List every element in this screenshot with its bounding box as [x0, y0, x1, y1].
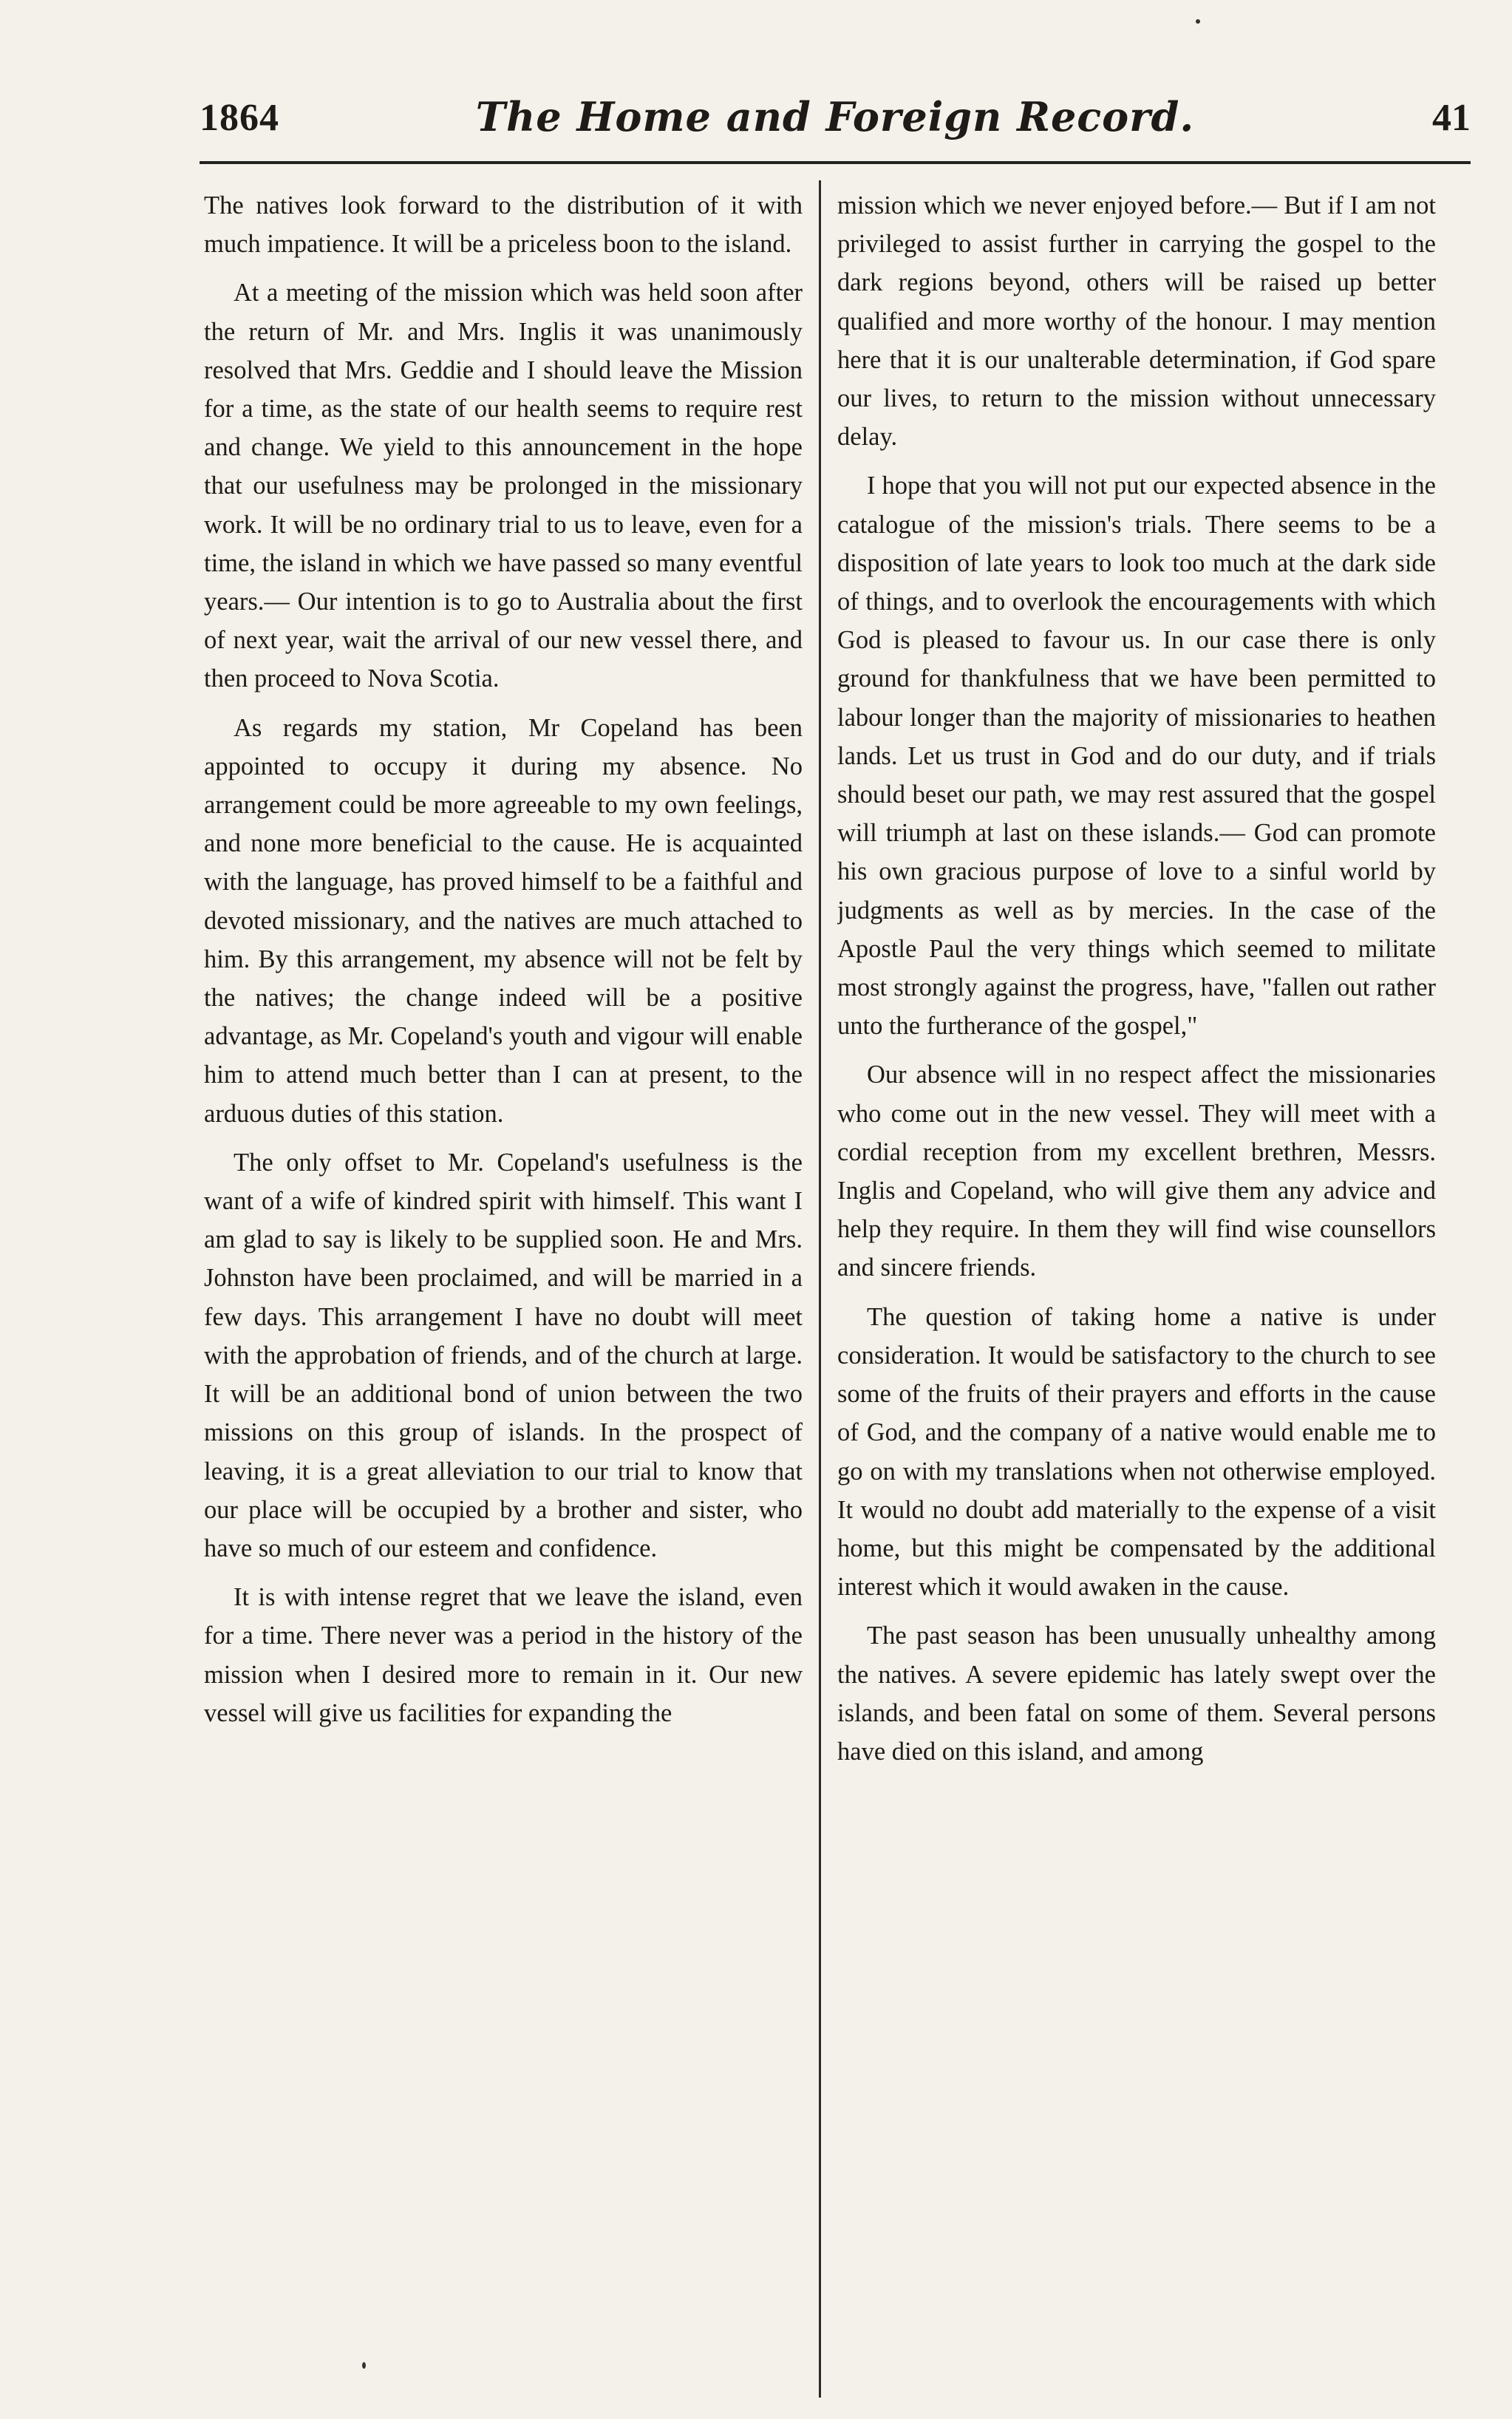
paragraph: As regards my station, Mr Copeland has been appointed to occupy it during my absence. No arrangement could be more agreeable to my own feelings, and none more beneficial to the cause. He is acquainted with the language, has proved himself to be a faithful and devoted missionary, and the natives are much attached to him. By this arrangement, my absence will not be felt by the natives; the change indeed will be a positive advantage, as Mr. Copeland's youth and vigour will enable him to attend much better than I can at present, to the arduous duties of this station.	[204, 713, 803, 1128]
paragraph: It is with intense regret that we leave the island, even for a time. There never was a period in the history of the mission when I desired more to remain in it. Our new vessel will give us facilities for expanding the	[204, 1583, 803, 1727]
running-header	[200, 93, 1471, 155]
left-column	[204, 186, 803, 2330]
paragraph: mission which we never enjoyed before.— But if I am not privileged to assist further in carrying the gospel to the dark regions beyond, others will be raised up better qualified and more worthy of the honour. I may mention here that it is our unalterable determination, if God spare our lives, to return to the mission without unnecessary delay.	[837, 191, 1436, 452]
paragraph: Our absence will in no respect affect the missionaries who come out in the new vessel. They will meet with a cordial reception from my excellent brethren, Messrs. Inglis and Copeland, who will give them any advice and help they require. In them they will find wise counsellors and sincere friends.	[837, 1061, 1436, 1282]
print-speck	[1196, 19, 1200, 24]
paragraph: I hope that you will not put our expected absence in the catalogue of the mission's trials. There seems to be a disposition of late years to look too much at the dark side of things, and to overlook the encouragements with which God is pleased to favour us. In our case there is only ground for thankfulness that we have been permitted to labour longer than the majority of missionaries to heathen lands. Let us trust in God and do our duty, and if trials should beset our path, we may rest assured that the gospel will triumph at last on these islands.— God can promote his own gracious purpose of love to a sinful world by judgments as well as by mercies. In the case of the Apostle Paul the very things which seemed to militate most strongly against the progress, have, "fallen out rather unto the furtherance of the gospel,"	[837, 472, 1436, 1041]
paragraph: The past season has been unusually unhealthy among the natives. A severe epidemic has lately swept over the islands, and been fatal on some of them. Several persons have died on this island, and among	[837, 1622, 1436, 1766]
paragraph: The natives look forward to the distribution of it with much impatience. It will be a priceless boon to the island.	[204, 191, 803, 259]
header-rule	[200, 161, 1471, 164]
paragraph: The question of taking home a native is under consideration. It would be satisfactory to the church to see some of the fruits of their prayers and efforts in the cause of God, and the company of a native would enable me to go on with my translations when not otherwise employed. It would no doubt add materially to the expense of a visit home, but this might be compensated by the additional interest which it would awaken in the cause.	[837, 1302, 1436, 1602]
page-number: 41	[1432, 97, 1471, 139]
column-divider	[819, 180, 821, 2398]
right-column	[837, 186, 1436, 2330]
paragraph: At a meeting of the mission which was held soon after the return of Mr. and Mrs. Inglis it was unanimously resolved that Mrs. Geddie and I should leave the Mission for a time, as the state of our health seems to require rest and change. We yield to this announcement in the hope that our usefulness may be prolonged in the missionary work. It will be no ordinary trial to us to leave, even for a time, the island in which we have passed so many eventful years.— Our intention is to go to Australia about the first of next year, wait the arrival of our new vessel there, and then proceed to Nova Scotia.	[204, 279, 803, 693]
print-speck	[362, 2362, 366, 2369]
header-year: 1864	[200, 97, 279, 139]
publication-title: The Home and Foreign Record.	[475, 93, 1195, 140]
paragraph: The only offset to Mr. Copeland's usefulness is the want of a wife of kindred spirit with himself. This want I am glad to say is likely to be supplied soon. He and Mrs. Johnston have been proclaimed, and will be married in a few days. This arrangement I have no doubt will meet with the approbation of friends, and of the church at large. It will be an additional bond of union between the two missions on this group of islands. In the prospect of leaving, it is a great alleviation to our trial to know that our place will be occupied by a brother and sister, who have so much of our esteem and confidence.	[204, 1148, 803, 1562]
